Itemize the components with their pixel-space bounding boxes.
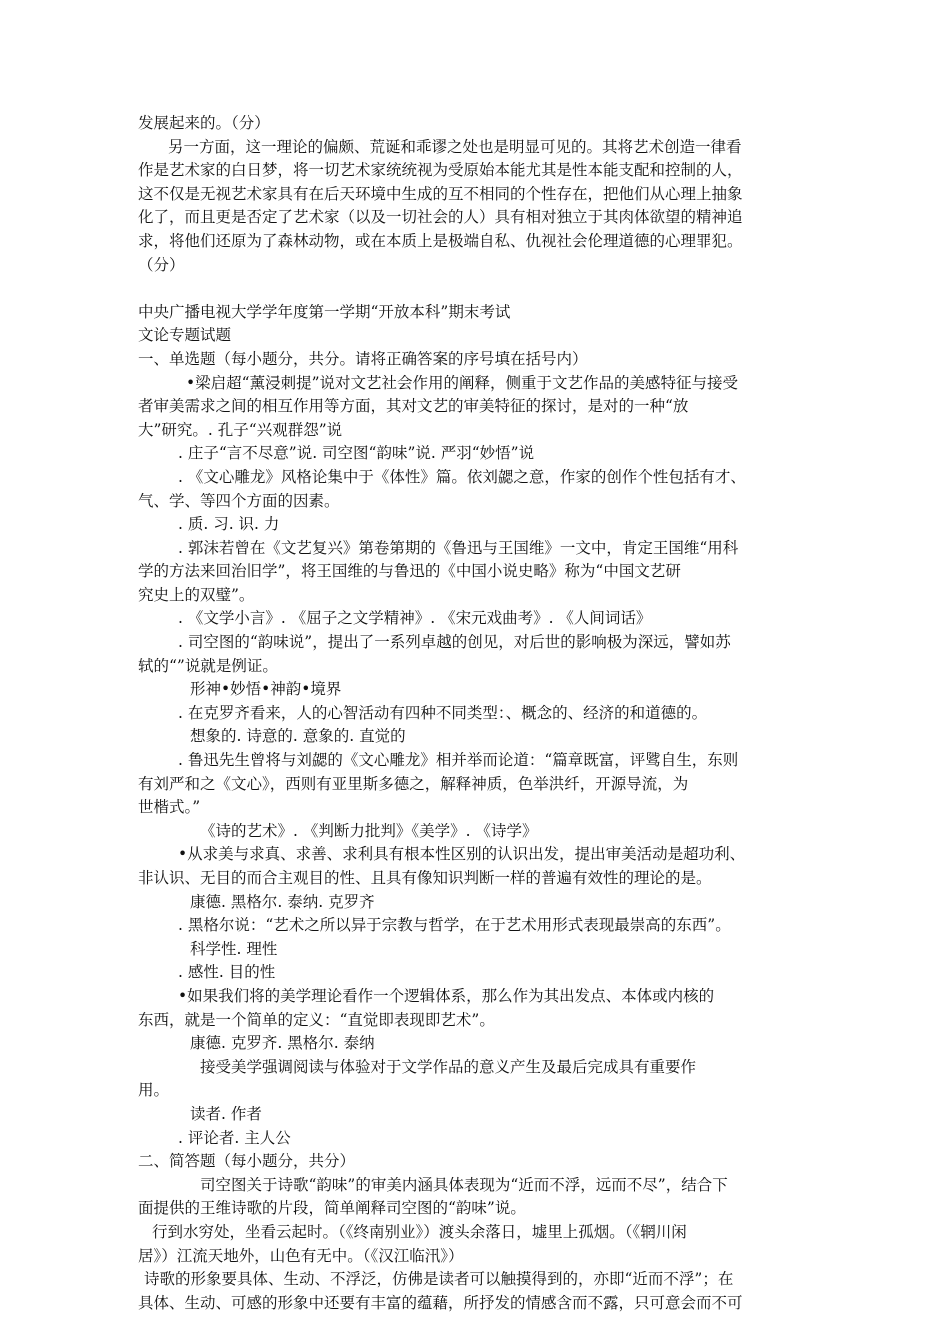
text-line: . 在克罗齐看来，人的心智活动有四种不同类型：、概念的、经济的和道德的。 bbox=[178, 703, 708, 722]
text-line: . 《文学小言》. 《屈子之文学精神》. 《宋元戏曲考》. 《人间词话》 bbox=[178, 609, 652, 628]
text-line: 发展起来的。（分） bbox=[138, 114, 270, 132]
text-line: 二、简答题（每小题分，共分） bbox=[138, 1152, 356, 1171]
text-line: 行到水穷处，坐看云起时。（《终南别业》）渡头余落日，墟里上孤烟。（《辋川闲 bbox=[152, 1222, 687, 1241]
text-line: 一、单选题（每小题分，共分。请将正确答案的序号填在括号内） bbox=[138, 349, 588, 368]
text-line: 司空图关于诗歌“韵味”的审美内涵具体表现为“近而不浮，远而不尽”，结合下 bbox=[200, 1175, 728, 1194]
text-line: 具体、生动、可感的形象中还要有丰富的蕴藉，所抒发的情感含而不露，只可意会而不可 bbox=[138, 1293, 743, 1312]
text-line: 大”研究。. 孔子“兴观群怨”说 bbox=[138, 420, 343, 439]
text-line: . 司空图的“韵味说”，提出了一系列卓越的创见，对后世的影响极为深远，譬如苏 bbox=[178, 633, 731, 652]
text-line: 东西，就是一个简单的定义：“直觉即表现即艺术”。 bbox=[138, 1010, 495, 1029]
text-line: •如果我们将的美学理论看作一个逻辑体系，那么作为其出发点、本体或内核的 bbox=[178, 986, 715, 1005]
text-line: 科学性. 理性 bbox=[190, 939, 278, 958]
text-line: 《诗的艺术》. 《判断力批判》《美学》. 《诗学》 bbox=[200, 821, 538, 840]
text-line: . 黑格尔说：“艺术之所以异于宗教与哲学，在于艺术用形式表现最崇高的东西”。 bbox=[178, 916, 731, 935]
blank-line bbox=[138, 277, 820, 301]
text-line: 求，将他们还原为了森林动物，或在本质上是极端自私、仇视社会伦理道德的心理罪犯。 bbox=[138, 231, 743, 250]
text-line: 者审美需求之间的相互作用等方面，其对文艺的审美特征的探讨，是对的一种“放 bbox=[138, 397, 689, 416]
text-line: . 《文心雕龙》风格论集中于《体性》篇。依刘勰之意，作家的创作个性包括有才、 bbox=[178, 467, 746, 486]
text-line: •梁启超“薰浸刺提”说对文艺社会作用的阐释，侧重于文艺作品的美感特征与接受 bbox=[186, 373, 738, 392]
text-line: 学的方法来回治旧学”，将王国维的与鲁迅的《中国小说史略》称为“中国文艺研 bbox=[138, 562, 681, 581]
text-line: 中央广播电视大学学年度第一学期“开放本科”期末考试 bbox=[138, 302, 511, 321]
text-line: 这不仅是无视艺术家具有在后天环境中生成的互不相同的个性存在，把他们从心理上抽象 bbox=[138, 184, 743, 203]
text-line: 究史上的双璧”。 bbox=[138, 585, 255, 604]
text-line: . 庄子“言不尽意”说. 司空图“韵味”说. 严羽“妙悟”说 bbox=[178, 444, 535, 463]
text-line: 读者. 作者 bbox=[190, 1104, 262, 1123]
text-line: 气、学、等四个方面的因素。 bbox=[138, 491, 340, 510]
text-line: 面提供的王维诗歌的片段，简单阐释司空图的“韵味”说。 bbox=[138, 1199, 526, 1218]
text-line: 轼的“”说就是例证。 bbox=[138, 656, 278, 675]
text-line: 化了，而且更是否定了艺术家（以及一切社会的人）具有相对独立于其肉体欲望的精神追 bbox=[138, 208, 743, 227]
text-line: 康德. 黑格尔. 泰纳. 克罗齐 bbox=[190, 892, 375, 911]
text-line: 想象的. 诗意的. 意象的. 直觉的 bbox=[190, 727, 406, 746]
text-line: . 评论者. 主人公 bbox=[178, 1128, 291, 1147]
text-line: 居》）江流天地外，山色有无中。（《汉江临汛》） bbox=[138, 1246, 464, 1265]
text-line: 用。 bbox=[138, 1081, 170, 1100]
text-line: 世楷式。” bbox=[138, 798, 201, 817]
document-page bbox=[138, 112, 820, 1315]
text-line: . 感性. 目的性 bbox=[178, 963, 276, 982]
text-line: 康德. 克罗齐. 黑格尔. 泰纳 bbox=[190, 1034, 375, 1053]
text-line: 作是艺术家的白日梦，将一切艺术家统统视为受原始本能尤其是性本能支配和控制的人， bbox=[138, 161, 743, 180]
text-line: 另一方面，这一理论的偏颇、荒诞和乖谬之处也是明显可见的。其将艺术创造一律看 bbox=[168, 137, 742, 156]
text-line: . 质. 习. 识. 力 bbox=[178, 515, 280, 534]
text-line: 非认识、无目的而合主观目的性、且具有像知识判断一样的普遍有效性的理论的是。 bbox=[138, 869, 712, 887]
text-line: 文论专题试题 bbox=[138, 326, 232, 345]
text-line: 接受美学强调阅读与体验对于文学作品的意义产生及最后完成具有重要作 bbox=[200, 1057, 697, 1076]
text-line: （分） bbox=[138, 255, 185, 274]
text-line: 有刘严和之《文心》，西则有亚里斯多德之，解释神质，色举洪纤，开源导流，为 bbox=[138, 774, 689, 793]
text-line: . 郭沫若曾在《文艺复兴》第卷第期的《鲁迅与王国维》一文中，肯定王国维“用科 bbox=[178, 538, 739, 557]
text-line: . 鲁迅先生曾将与刘勰的《文心雕龙》相并举而论道：“篇章既富，评骘自生，东则 bbox=[178, 751, 739, 770]
text-line: 形神•妙悟•神韵•境界 bbox=[190, 680, 342, 699]
text-line: 诗歌的形象要具体、生动、不浮泛，仿佛是读者可以触摸得到的，亦即“近而不浮”；在 bbox=[144, 1270, 734, 1289]
text-line: •从求美与求真、求善、求利具有根本性区别的认识出发，提出审美活动是超功利、 bbox=[178, 845, 746, 864]
